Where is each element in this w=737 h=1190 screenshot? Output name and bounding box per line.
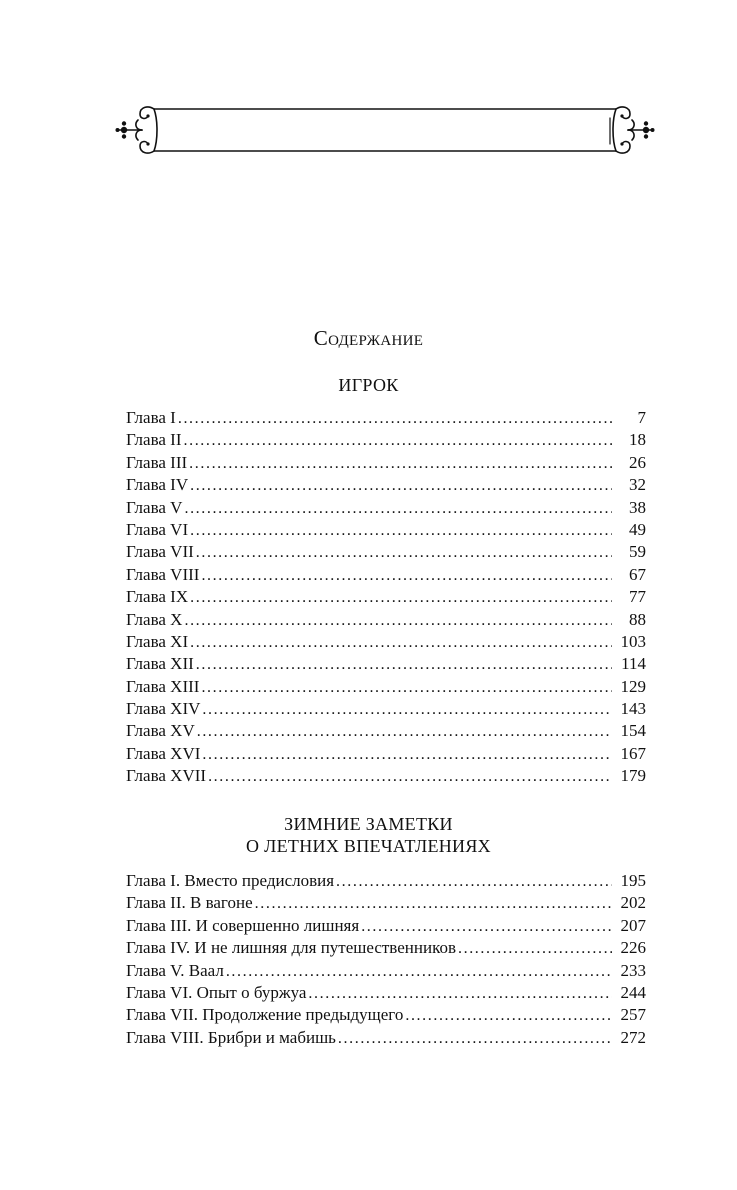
toc-entry-label: Глава I xyxy=(126,408,176,427)
toc-entry-page-number: 77 xyxy=(629,587,646,607)
toc-entry[interactable] xyxy=(126,765,646,787)
toc-entry[interactable] xyxy=(126,519,646,541)
toc-entry-label: Глава II xyxy=(126,430,182,450)
toc-entry[interactable] xyxy=(126,982,646,1004)
toc-entry-page-number: 114 xyxy=(621,654,646,674)
toc-entry[interactable] xyxy=(126,960,646,982)
toc-entry-page-number: 195 xyxy=(620,871,646,890)
toc-dot-leader xyxy=(208,766,612,787)
toc-dot-leader xyxy=(338,1028,612,1049)
toc-dot-leader xyxy=(184,430,613,451)
toc-entry[interactable] xyxy=(126,429,646,451)
toc-entry-label: Глава V. Ваал xyxy=(126,960,224,980)
toc-dot-leader xyxy=(336,871,612,892)
toc-dot-leader xyxy=(201,565,612,586)
part-title-line: ИГРОК xyxy=(338,375,399,395)
toc-entry[interactable] xyxy=(126,1004,646,1026)
toc-entry[interactable] xyxy=(126,1027,646,1049)
toc-entry-label: Глава III. И совершенно лишняя xyxy=(126,915,360,935)
toc-entry-label: Глава XVII xyxy=(126,766,207,786)
toc-entry[interactable] xyxy=(126,609,646,631)
toc-list-zimnie-zametki xyxy=(126,870,646,1049)
toc-entry-page-number: 38 xyxy=(629,497,646,517)
toc-entry[interactable] xyxy=(126,743,646,765)
toc-dot-leader xyxy=(190,520,612,541)
toc-entry-label: Глава IX xyxy=(126,587,189,607)
toc-entry[interactable] xyxy=(126,497,646,519)
toc-entry-label: Глава XII xyxy=(126,654,194,674)
toc-entry-page-number: 233 xyxy=(620,960,646,980)
toc-dot-leader xyxy=(178,408,612,429)
toc-entry[interactable] xyxy=(126,631,646,653)
toc-entry-label: Глава VII. Продолжение предыдущего xyxy=(126,1005,404,1025)
toc-entry-page-number: 257 xyxy=(620,1005,646,1025)
toc-entry[interactable] xyxy=(126,937,646,959)
toc-entry-page-number: 179 xyxy=(620,766,646,786)
toc-dot-leader xyxy=(197,721,612,742)
toc-dot-leader xyxy=(190,632,612,653)
toc-entry-page-number: 88 xyxy=(629,609,646,629)
toc-entry-page-number: 59 xyxy=(629,542,646,562)
toc-entry-label: Глава IV. И не лишняя для путешественников xyxy=(126,938,456,958)
toc-dot-leader xyxy=(189,453,612,474)
toc-dot-leader xyxy=(255,893,612,914)
toc-entry[interactable] xyxy=(126,653,646,675)
toc-entry-label: Глава VIII. Брибри и мабишь xyxy=(126,1027,336,1047)
toc-entry-page-number: 154 xyxy=(620,721,646,741)
toc-entry-page-number: 244 xyxy=(620,982,646,1002)
part-title-igrok xyxy=(0,374,737,396)
toc-entry-label: Глава XIV xyxy=(126,699,201,719)
toc-list-igrok xyxy=(126,407,646,788)
toc-entry-page-number: 143 xyxy=(620,699,646,719)
toc-dot-leader xyxy=(458,938,612,959)
part-title-line: ЗИМНИЕ ЗАМЕТКИ xyxy=(284,814,453,834)
toc-entry-label: Глава XIII xyxy=(126,676,200,696)
toc-entry[interactable] xyxy=(126,676,646,698)
toc-dot-leader xyxy=(184,610,612,631)
toc-dot-leader xyxy=(308,983,612,1004)
toc-entry-label: Глава III xyxy=(126,452,188,472)
toc-entry-page-number: 7 xyxy=(637,408,646,427)
toc-entry-label: Глава I. Вместо предисловия xyxy=(126,871,335,890)
toc-entry-label: Глава IV xyxy=(126,475,189,495)
toc-entry-label: Глава X xyxy=(126,609,183,629)
toc-entry-label: Глава XV xyxy=(126,721,195,741)
toc-entry-page-number: 103 xyxy=(620,631,646,651)
toc-dot-leader xyxy=(190,475,612,496)
toc-dot-leader xyxy=(190,587,612,608)
toc-entry-page-number: 32 xyxy=(629,475,646,495)
toc-entry[interactable] xyxy=(126,892,646,914)
toc-entry-label: Глава VII xyxy=(126,542,194,562)
toc-dot-leader xyxy=(184,498,612,519)
toc-entry[interactable] xyxy=(126,586,646,608)
toc-entry-page-number: 202 xyxy=(620,893,646,913)
toc-entry-page-number: 26 xyxy=(629,452,646,472)
part-title-line: О ЛЕТНИХ ВПЕЧАТЛЕНИЯХ xyxy=(246,836,491,856)
toc-entry[interactable] xyxy=(126,564,646,586)
toc-entry-page-number: 226 xyxy=(620,938,646,958)
toc-dot-leader xyxy=(196,654,612,675)
toc-entry-label: Глава VI xyxy=(126,519,189,539)
toc-entry[interactable] xyxy=(126,698,646,720)
toc-entry[interactable] xyxy=(126,720,646,742)
toc-entry[interactable] xyxy=(126,474,646,496)
toc-entry-label: Глава V xyxy=(126,497,183,517)
toc-entry-label: Глава VIII xyxy=(126,564,200,584)
toc-entry-label: Глава XVI xyxy=(126,743,201,763)
toc-entry-label: Глава II. В вагоне xyxy=(126,893,253,913)
toc-entry-page-number: 167 xyxy=(620,743,646,763)
toc-dot-leader xyxy=(201,677,612,698)
toc-dot-leader xyxy=(202,699,612,720)
toc-dot-leader xyxy=(196,542,612,563)
toc-entry[interactable] xyxy=(126,915,646,937)
toc-entry-label: Глава VI. Опыт о буржуа xyxy=(126,982,307,1002)
part-title-zimnie-zametki xyxy=(0,813,737,857)
toc-dot-leader xyxy=(226,961,612,982)
toc-entry-page-number: 49 xyxy=(629,519,646,539)
toc-entry-page-number: 207 xyxy=(620,915,646,935)
toc-dot-leader xyxy=(361,916,612,937)
toc-entry[interactable] xyxy=(126,541,646,563)
toc-entry-page-number: 67 xyxy=(629,564,646,584)
toc-dot-leader xyxy=(405,1005,612,1026)
header-ornament-icon xyxy=(112,100,658,160)
toc-entry-label: Глава XI xyxy=(126,631,189,651)
toc-entry[interactable] xyxy=(126,407,646,429)
toc-entry[interactable] xyxy=(126,452,646,474)
toc-dot-leader xyxy=(202,744,612,765)
toc-entry-page-number: 129 xyxy=(620,676,646,696)
contents-heading: Содержание xyxy=(313,326,424,350)
toc-entry-page-number: 272 xyxy=(620,1027,646,1047)
toc-entry-page-number: 18 xyxy=(629,430,646,450)
toc-entry[interactable] xyxy=(126,870,646,892)
